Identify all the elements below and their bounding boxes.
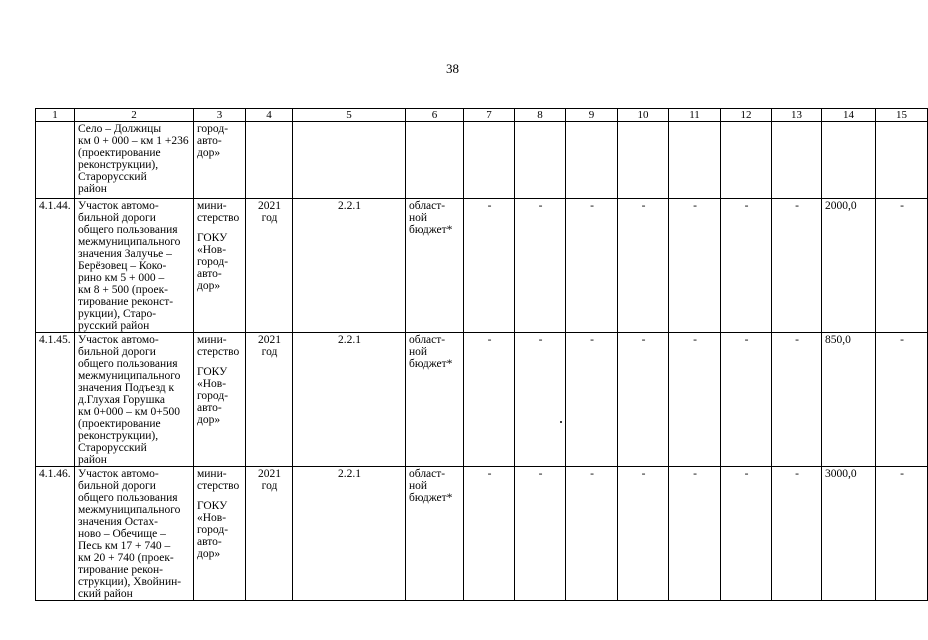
stray-dot xyxy=(560,421,562,423)
executor: мини- стерство ГОКУ «Нов- город- авто- дор» xyxy=(194,199,246,333)
value-cell: - xyxy=(515,467,566,601)
year: 2021 год xyxy=(246,333,293,467)
program-table xyxy=(35,108,928,601)
column-number: 3 xyxy=(194,109,246,122)
column-number: 5 xyxy=(293,109,406,122)
object-name: Участок автомо- бильной дороги общего пользования межмуниципального значения Подъезд к д.Глухая Горушка км 0+000 – км 0+500 (проектирование реконструкции), Старорусский район xyxy=(75,333,194,467)
object-name: Участок автомо- бильной дороги общего пользования межмуниципального значения Залучье – Берёзовец – Коко- рино км 5 + 000 – км 8 + 500 (проек- тирование реконст- рукции), Старо- русский район xyxy=(75,199,194,333)
column-number: 9 xyxy=(566,109,618,122)
column-number: 8 xyxy=(515,109,566,122)
funding-source: област- ной бюджет* xyxy=(406,467,464,601)
column-number: 4 xyxy=(246,109,293,122)
column-number: 13 xyxy=(772,109,822,122)
value-cell xyxy=(618,122,669,199)
object-name: Участок автомо- бильной дороги общего пользования межмуниципального значения Остах- ново – Обечище – Песь км 17 + 740 – км 20 + 740 (проек- тирование рекон- струкции), Хвойнин- ский район xyxy=(75,467,194,601)
value-cell: - xyxy=(618,333,669,467)
column-number-row xyxy=(36,109,928,122)
value-cell: - xyxy=(772,199,822,333)
executor: город- авто- дор» xyxy=(194,122,246,199)
year: 2021 год xyxy=(246,467,293,601)
value-cell: - xyxy=(669,199,721,333)
code: 2.2.1 xyxy=(293,333,406,467)
page-number: 38 xyxy=(446,61,459,76)
column-number: 10 xyxy=(618,109,669,122)
value-cell: - xyxy=(669,467,721,601)
value-cell xyxy=(772,122,822,199)
value-cell: 3000,0 xyxy=(822,467,876,601)
table-row xyxy=(36,122,928,199)
code: 2.2.1 xyxy=(293,467,406,601)
value-cell: 850,0 xyxy=(822,333,876,467)
value-cell: - xyxy=(515,333,566,467)
column-number: 7 xyxy=(464,109,515,122)
column-number: 15 xyxy=(876,109,928,122)
code: 2.2.1 xyxy=(293,199,406,333)
year: 2021 год xyxy=(246,199,293,333)
funding-source: област- ной бюджет* xyxy=(406,199,464,333)
value-cell: - xyxy=(566,199,618,333)
item-number xyxy=(36,122,75,199)
value-cell: - xyxy=(721,199,772,333)
column-number: 6 xyxy=(406,109,464,122)
value-cell xyxy=(566,122,618,199)
table-row xyxy=(36,333,928,467)
column-number: 1 xyxy=(36,109,75,122)
value-cell xyxy=(669,122,721,199)
item-number: 4.1.45. xyxy=(36,333,75,467)
value-cell: - xyxy=(772,467,822,601)
funding-source xyxy=(406,122,464,199)
value-cell: 2000,0 xyxy=(822,199,876,333)
year xyxy=(246,122,293,199)
value-cell: - xyxy=(464,199,515,333)
value-cell: - xyxy=(721,467,772,601)
item-number: 4.1.44. xyxy=(36,199,75,333)
value-cell: - xyxy=(721,333,772,467)
table-row xyxy=(36,467,928,601)
value-cell xyxy=(721,122,772,199)
value-cell xyxy=(822,122,876,199)
item-number: 4.1.46. xyxy=(36,467,75,601)
value-cell xyxy=(515,122,566,199)
executor: мини- стерство ГОКУ «Нов- город- авто- дор» xyxy=(194,467,246,601)
funding-source: област- ной бюджет* xyxy=(406,333,464,467)
value-cell: - xyxy=(669,333,721,467)
value-cell: - xyxy=(566,333,618,467)
executor: мини- стерство ГОКУ «Нов- город- авто- дор» xyxy=(194,333,246,467)
value-cell: - xyxy=(876,199,928,333)
column-number: 11 xyxy=(669,109,721,122)
value-cell: - xyxy=(618,467,669,601)
value-cell: - xyxy=(515,199,566,333)
value-cell: - xyxy=(464,333,515,467)
value-cell xyxy=(464,122,515,199)
column-number: 2 xyxy=(75,109,194,122)
value-cell: - xyxy=(772,333,822,467)
value-cell: - xyxy=(464,467,515,601)
object-name: Село – Должицы км 0 + 000 – км 1 +236 (проектирование реконструкции), Старорусский район xyxy=(75,122,194,199)
code xyxy=(293,122,406,199)
value-cell: - xyxy=(876,333,928,467)
value-cell: - xyxy=(876,467,928,601)
column-number: 14 xyxy=(822,109,876,122)
table-row xyxy=(36,199,928,333)
column-number: 12 xyxy=(721,109,772,122)
value-cell: - xyxy=(618,199,669,333)
value-cell: - xyxy=(566,467,618,601)
value-cell xyxy=(876,122,928,199)
